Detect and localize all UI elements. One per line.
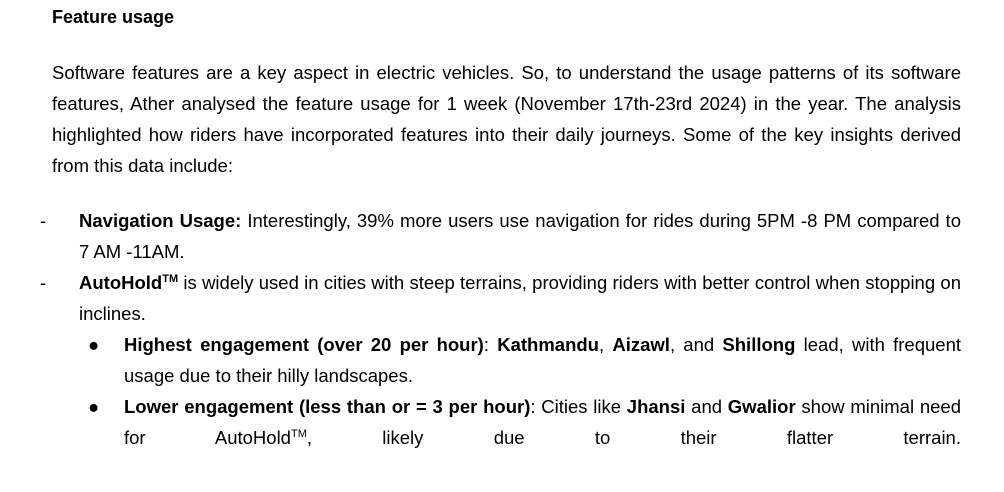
city-jhansi: Jhansi (626, 396, 686, 417)
insights-list (40, 205, 961, 453)
lower-engagement-text: show minimal need for AutoHold (124, 396, 961, 448)
intro-paragraph: Software features are a key aspect in electric vehicles. So, to understand the usage patterns of its software features, Ather analysed the feature usage for 1 week (November 17th-23rd 2024) in the year. The analysis highlighted how riders have incorporated features into their daily journeys. Some of the key insights derived from this data include: (52, 62, 961, 176)
autohold-engagement-list (79, 329, 961, 453)
trademark-mark: TM (290, 428, 307, 440)
insight-autohold (40, 267, 961, 453)
dash-marker: - (40, 210, 47, 231)
navigation-usage-label: Navigation Usage: (79, 210, 242, 231)
separator-text: : (483, 334, 498, 355)
trademark-mark: TM (162, 273, 179, 285)
bullet-marker: ● (88, 334, 100, 355)
highest-engagement-item (79, 329, 961, 391)
navigation-usage-text: Interestingly, 39% more users use navigation for rides during 5PM -8 PM compared to 7 AM -11AM. (79, 210, 961, 262)
insight-navigation (40, 205, 961, 267)
autohold-label (79, 272, 178, 293)
section-heading: Feature usage (52, 7, 175, 27)
dash-marker: - (40, 272, 47, 293)
bullet-marker: ● (88, 396, 100, 417)
lower-engagement-label: Lower engagement (less than or = 3 per hour) (124, 396, 531, 417)
separator-text: : Cities like (530, 396, 627, 417)
highest-engagement-label: Highest engagement (over 20 per hour) (124, 334, 484, 355)
city-kathmandu: Kathmandu (497, 334, 599, 355)
separator-text: , (598, 334, 613, 355)
separator-text: and (685, 396, 728, 417)
lower-engagement-item (79, 391, 961, 453)
city-shillong: Shillong (722, 334, 796, 355)
separator-text: , and (669, 334, 723, 355)
city-aizawl: Aizawl (612, 334, 670, 355)
autohold-label-text: AutoHold (79, 272, 163, 293)
autohold-text: is widely used in cities with steep terrains, providing riders with better control when stopping on inclines. (79, 272, 961, 324)
lower-engagement-tail: , likely due to their flatter terrain. (306, 427, 961, 448)
city-gwalior: Gwalior (727, 396, 796, 417)
highest-engagement-text: lead, with frequent usage due to their hilly landscapes. (124, 334, 961, 386)
